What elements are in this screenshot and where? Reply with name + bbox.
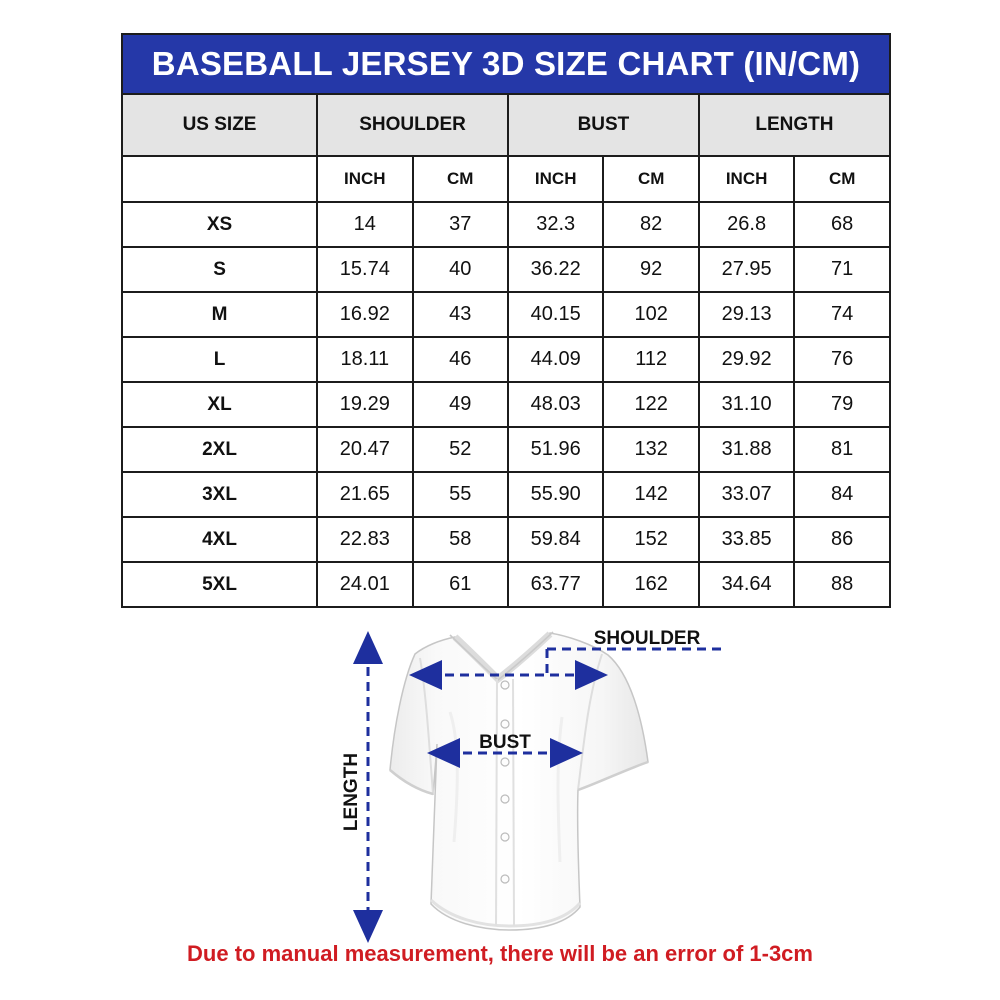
value-cell: 37 bbox=[413, 202, 508, 247]
chart-title-bar bbox=[121, 33, 891, 95]
value-cell: 18.11 bbox=[317, 337, 412, 382]
value-cell: 29.13 bbox=[699, 292, 794, 337]
unit-header: INCH bbox=[699, 156, 794, 202]
table-group-header-row bbox=[122, 94, 890, 156]
value-cell: 33.85 bbox=[699, 517, 794, 562]
value-cell: 84 bbox=[794, 472, 890, 517]
value-cell: 86 bbox=[794, 517, 890, 562]
value-cell: 55.90 bbox=[508, 472, 603, 517]
value-cell: 52 bbox=[413, 427, 508, 472]
size-cell: L bbox=[122, 337, 317, 382]
value-cell: 49 bbox=[413, 382, 508, 427]
value-cell: 81 bbox=[794, 427, 890, 472]
value-cell: 71 bbox=[794, 247, 890, 292]
table-row-xl bbox=[122, 382, 890, 427]
value-cell: 58 bbox=[413, 517, 508, 562]
value-cell: 26.8 bbox=[699, 202, 794, 247]
bust-measure-label: BUST bbox=[479, 732, 531, 753]
table-unit-header-row bbox=[122, 156, 890, 202]
value-cell: 63.77 bbox=[508, 562, 603, 607]
chart-title: BASEBALL JERSEY 3D SIZE CHART (IN/CM) bbox=[151, 45, 861, 82]
value-cell: 36.22 bbox=[508, 247, 603, 292]
value-cell: 59.84 bbox=[508, 517, 603, 562]
value-cell: 24.01 bbox=[317, 562, 412, 607]
value-cell: 122 bbox=[603, 382, 698, 427]
unit-header-blank bbox=[122, 156, 317, 202]
table-row-xs bbox=[122, 202, 890, 247]
size-cell: XL bbox=[122, 382, 317, 427]
value-cell: 82 bbox=[603, 202, 698, 247]
value-cell: 74 bbox=[794, 292, 890, 337]
value-cell: 112 bbox=[603, 337, 698, 382]
value-cell: 132 bbox=[603, 427, 698, 472]
value-cell: 40.15 bbox=[508, 292, 603, 337]
unit-header: CM bbox=[794, 156, 890, 202]
value-cell: 20.47 bbox=[317, 427, 412, 472]
value-cell: 142 bbox=[603, 472, 698, 517]
value-cell: 43 bbox=[413, 292, 508, 337]
value-cell: 102 bbox=[603, 292, 698, 337]
col-header-bust: BUST bbox=[508, 94, 699, 156]
value-cell: 55 bbox=[413, 472, 508, 517]
size-cell: M bbox=[122, 292, 317, 337]
col-header-shoulder: SHOULDER bbox=[317, 94, 508, 156]
value-cell: 79 bbox=[794, 382, 890, 427]
value-cell: 21.65 bbox=[317, 472, 412, 517]
value-cell: 44.09 bbox=[508, 337, 603, 382]
value-cell: 88 bbox=[794, 562, 890, 607]
length-measure-label: LENGTH bbox=[341, 752, 362, 832]
value-cell: 92 bbox=[603, 247, 698, 292]
unit-header: CM bbox=[603, 156, 698, 202]
col-header-us-size: US SIZE bbox=[122, 94, 317, 156]
size-cell: 3XL bbox=[122, 472, 317, 517]
value-cell: 31.10 bbox=[699, 382, 794, 427]
table-row-s bbox=[122, 247, 890, 292]
size-cell: 4XL bbox=[122, 517, 317, 562]
unit-header: INCH bbox=[508, 156, 603, 202]
table-row-5xl bbox=[122, 562, 890, 607]
size-chart-sheet bbox=[121, 33, 891, 608]
unit-header: CM bbox=[413, 156, 508, 202]
measurement-error-note: Due to manual measurement, there will be an error of 1-3cm bbox=[187, 941, 813, 966]
value-cell: 61 bbox=[413, 562, 508, 607]
value-cell: 51.96 bbox=[508, 427, 603, 472]
unit-header: INCH bbox=[317, 156, 412, 202]
value-cell: 46 bbox=[413, 337, 508, 382]
table-row-4xl bbox=[122, 517, 890, 562]
value-cell: 16.92 bbox=[317, 292, 412, 337]
jersey-graphic bbox=[390, 632, 648, 930]
table-row-2xl bbox=[122, 427, 890, 472]
jersey-measurement-diagram bbox=[330, 622, 760, 952]
value-cell: 40 bbox=[413, 247, 508, 292]
value-cell: 152 bbox=[603, 517, 698, 562]
value-cell: 19.29 bbox=[317, 382, 412, 427]
value-cell: 48.03 bbox=[508, 382, 603, 427]
value-cell: 162 bbox=[603, 562, 698, 607]
col-header-length: LENGTH bbox=[699, 94, 890, 156]
size-cell: 5XL bbox=[122, 562, 317, 607]
value-cell: 33.07 bbox=[699, 472, 794, 517]
table-row-l bbox=[122, 337, 890, 382]
value-cell: 22.83 bbox=[317, 517, 412, 562]
table-row-m bbox=[122, 292, 890, 337]
value-cell: 14 bbox=[317, 202, 412, 247]
jersey-illustration bbox=[330, 622, 760, 952]
value-cell: 15.74 bbox=[317, 247, 412, 292]
table-row-3xl bbox=[122, 472, 890, 517]
value-cell: 27.95 bbox=[699, 247, 794, 292]
value-cell: 68 bbox=[794, 202, 890, 247]
size-cell: S bbox=[122, 247, 317, 292]
shoulder-measure-label: SHOULDER bbox=[593, 628, 701, 649]
size-cell: XS bbox=[122, 202, 317, 247]
value-cell: 34.64 bbox=[699, 562, 794, 607]
value-cell: 31.88 bbox=[699, 427, 794, 472]
value-cell: 29.92 bbox=[699, 337, 794, 382]
value-cell: 76 bbox=[794, 337, 890, 382]
size-table bbox=[121, 93, 891, 608]
value-cell: 32.3 bbox=[508, 202, 603, 247]
size-cell: 2XL bbox=[122, 427, 317, 472]
